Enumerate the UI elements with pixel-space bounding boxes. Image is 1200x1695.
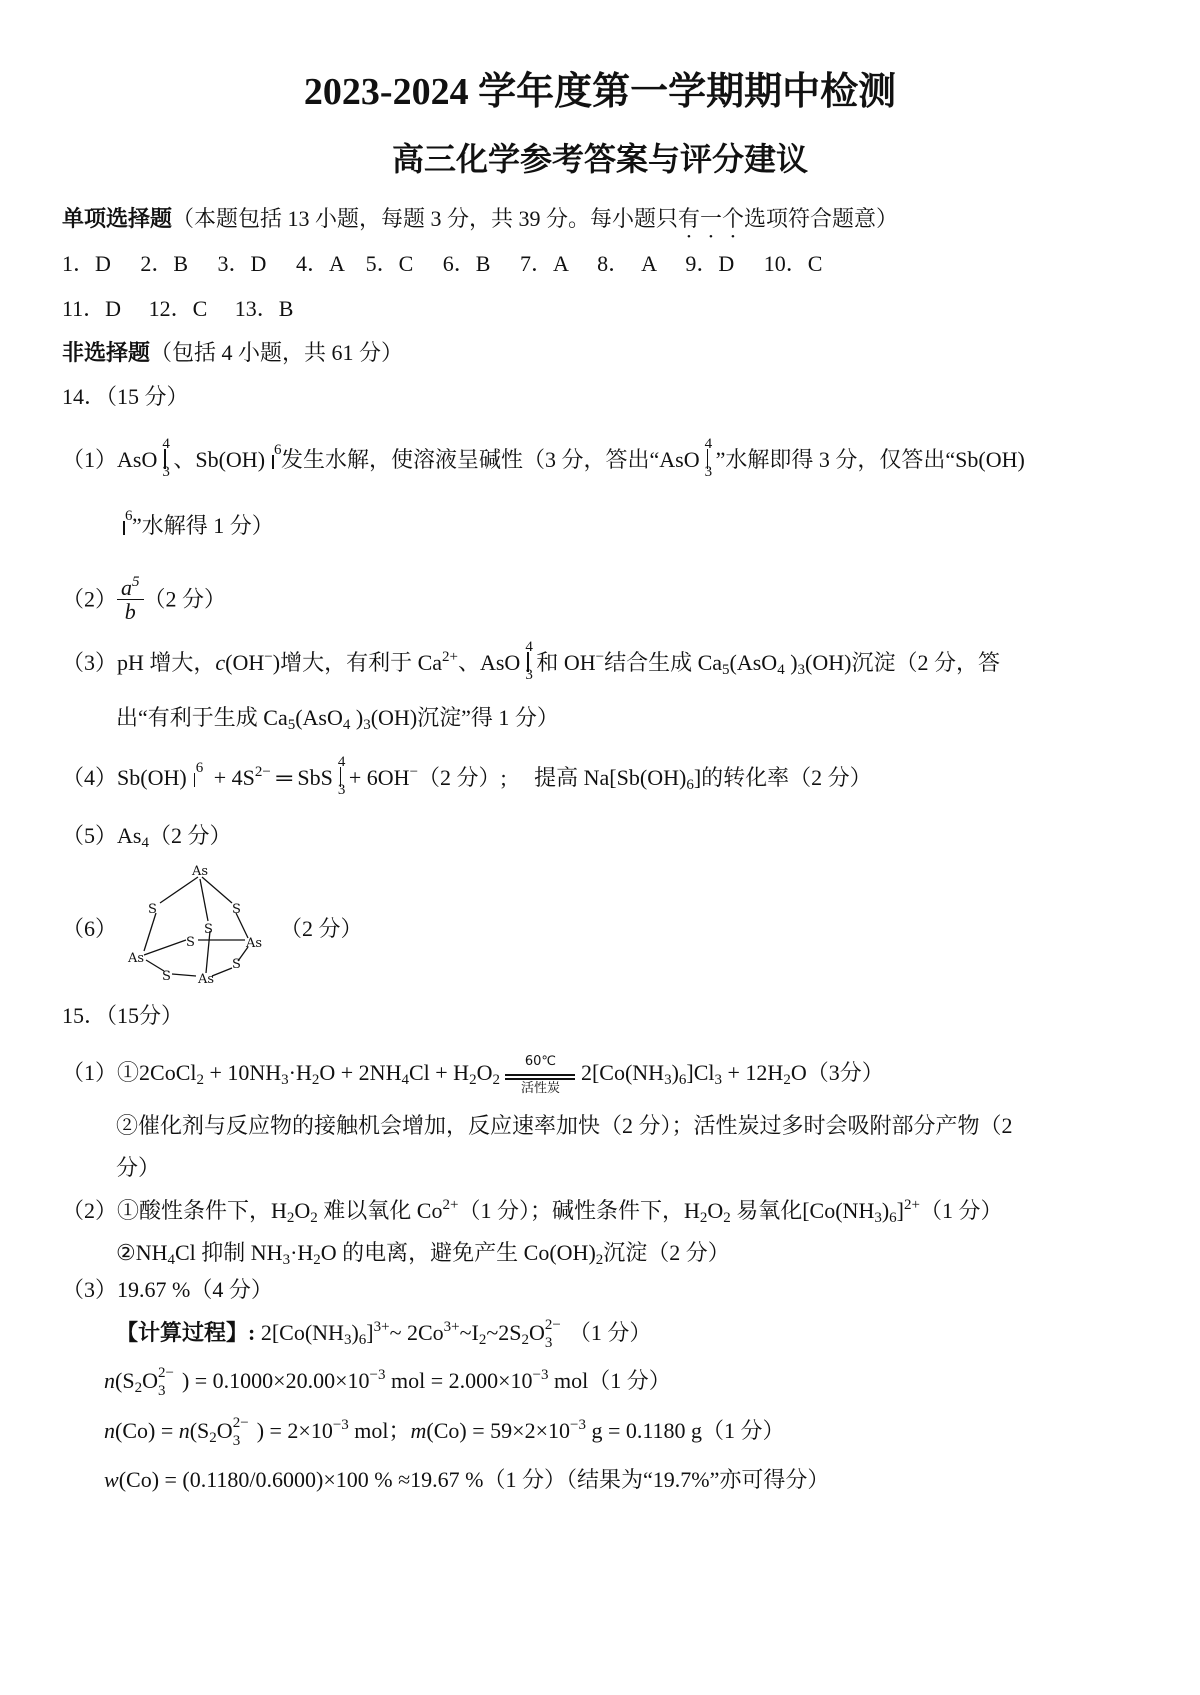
- q14-part6-label: （6）: [62, 916, 118, 941]
- calc-text: (Co) =: [115, 1418, 179, 1443]
- q15-calc-process: [116, 1317, 652, 1351]
- q14-p5-text: As: [117, 823, 142, 848]
- q14-part5: [62, 823, 231, 849]
- q14-p3-text: pH 增大，: [117, 650, 216, 675]
- subscript: 3: [874, 1210, 882, 1226]
- reaction-arrow: [505, 1054, 575, 1095]
- page-title: 2023-2024 学年度第一学期期中检测: [303, 71, 897, 113]
- subscript: 2: [310, 1210, 318, 1226]
- subscript: 2: [521, 1332, 529, 1348]
- subscript: 4: [141, 835, 149, 851]
- q14-p1-text-3: ”水解得 1 分）: [132, 513, 274, 538]
- ion-sboh: 、Sb(OH): [173, 447, 266, 472]
- subscript: 2: [783, 1072, 791, 1089]
- calc-text: (Co) = (0.1180/0.6000)×100 % ≈19.67 %（1 分）（结果为“19.7%”亦可得分）: [118, 1467, 830, 1492]
- subscript: 4: [342, 717, 351, 733]
- q15-p1-label: （1）: [62, 1060, 118, 1086]
- exponent: −3: [569, 1417, 586, 1433]
- q14-p1-label: （1）: [62, 447, 118, 472]
- subscript: 3: [282, 1252, 291, 1268]
- mc-note: （本题包括 13 小题，每题 3 分，共 39 分。每小题只: [172, 206, 679, 231]
- calc-text: ~ 2Co: [389, 1320, 444, 1345]
- calc-text: O: [216, 1418, 233, 1443]
- mc-note-end: 选项符合题意）: [744, 206, 899, 231]
- q15-n-co: [104, 1415, 785, 1449]
- q15-part1-2-line2: 分）: [116, 1155, 161, 1180]
- eq-text: ]Cl: [686, 1060, 715, 1086]
- calc-text: (S: [115, 1368, 135, 1393]
- q14-part3-line1: [62, 639, 1000, 683]
- calc-label: 【计算过程】:: [116, 1320, 256, 1345]
- subscript: 4: [167, 1252, 175, 1268]
- molecule-structure-diagram: [120, 855, 300, 995]
- charge: 3+: [373, 1319, 390, 1335]
- charge: 2−: [232, 1415, 249, 1431]
- subscript: 2: [313, 1252, 321, 1268]
- q14-p3-text: 结合生成 Ca: [604, 650, 723, 675]
- charge: 2+: [442, 1197, 459, 1213]
- ion-digit: 6: [274, 442, 282, 458]
- q15-p2-text: ②NH: [116, 1240, 168, 1265]
- q14-p4-text: ]的转化率（2 分）: [693, 765, 872, 790]
- subscript: 2: [286, 1210, 295, 1226]
- q15-part1-equation: [62, 1054, 884, 1095]
- q15-p2-text: O 的电离，避免产生 Co(OH): [320, 1240, 596, 1265]
- calc-text: g = 0.1180 g（1 分）: [585, 1418, 785, 1443]
- calc-text: ]: [366, 1320, 374, 1345]
- subscript: 4: [777, 662, 785, 678]
- atom-s-center: S: [204, 922, 213, 937]
- calc-text: mol = 2.000×10: [385, 1368, 533, 1393]
- calc-text: O: [528, 1320, 545, 1345]
- q14-p4-text: Sb(OH): [117, 765, 187, 790]
- q15-p2-text: 难以氧化 Co: [323, 1198, 443, 1223]
- ion-charge-aso-3: [520, 639, 536, 683]
- ion-charge-aso: [157, 436, 173, 480]
- eq-text: O: [476, 1060, 493, 1086]
- charge: 3+: [443, 1319, 460, 1335]
- q15-p2-text: ①酸性条件下，H: [117, 1198, 287, 1223]
- atom-as-left: As: [128, 951, 145, 966]
- subscript: 2: [469, 1072, 477, 1089]
- q14-p3-text: 和 OH: [536, 650, 596, 675]
- q15-part2-line2: [116, 1240, 730, 1266]
- q15-w-co: [104, 1467, 829, 1493]
- q14-p3-label: （3）: [62, 650, 118, 675]
- subscript: 6: [889, 1210, 897, 1226]
- q14-part2: [62, 576, 226, 623]
- var-m: m: [410, 1418, 427, 1443]
- ion-aso: AsO: [117, 447, 158, 472]
- q15-p2-text: 沉淀（2 分）: [603, 1240, 730, 1265]
- eq-text: O + 2NH: [319, 1060, 402, 1086]
- mc-heading: 单项选择题: [62, 206, 173, 231]
- ion-digit: 4: [704, 436, 713, 452]
- calc-text: ~2S: [486, 1320, 522, 1345]
- q14-p3-text: 、AsO: [457, 650, 521, 675]
- eq-text: Cl + H: [408, 1060, 470, 1086]
- q15-part1-2-line1: ②催化剂与反应物的接触机会增加，反应速率加快（2 分）；活性炭过多时会吸附部分产物（2: [116, 1113, 1013, 1138]
- ion-digit: 4: [525, 639, 533, 655]
- q14-part1-line1: [62, 436, 1025, 480]
- subscript: 2: [492, 1072, 500, 1089]
- fraction: [117, 576, 144, 623]
- subscript: 3: [714, 1072, 723, 1089]
- page-subtitle: 高三化学参考答案与评分建议: [391, 141, 808, 177]
- q14-part1-line2: [116, 508, 274, 539]
- q14-p1-text-2: ”水解即得 3 分，仅答出“Sb(OH): [715, 447, 1025, 472]
- subscript: 2: [723, 1210, 731, 1226]
- subscript: 2: [196, 1072, 204, 1089]
- nonmc-heading: 非选择题: [62, 340, 151, 365]
- subscript: 6: [358, 1332, 367, 1348]
- charge: −: [409, 764, 419, 780]
- mc-section-heading: [62, 206, 898, 243]
- ion-digit: 6: [195, 760, 204, 776]
- ion-digit: 6: [125, 508, 133, 524]
- exponent: −3: [369, 1367, 386, 1383]
- eq-text: + 10NH: [203, 1060, 282, 1086]
- q14-p2-score: （2 分）: [143, 586, 227, 612]
- subscript: 3: [157, 1383, 166, 1399]
- fraction-denominator: b: [124, 599, 136, 625]
- nonmc-note: （包括 4 小题，共 61 分）: [150, 340, 404, 365]
- num-a: a: [121, 575, 133, 600]
- ion-digit: 4: [337, 754, 346, 770]
- q14-p4-text: + 6OH: [348, 765, 410, 790]
- atom-as-top: As: [192, 864, 209, 879]
- subscript: 3: [797, 662, 806, 678]
- q14-p3-text: (AsO: [295, 705, 343, 730]
- calc-text: mol；: [348, 1418, 411, 1443]
- subscript: 3: [544, 1335, 553, 1351]
- atom-as-bottom: As: [198, 972, 215, 987]
- q15-p2-text: Cl 抑制 NH: [175, 1240, 283, 1265]
- charge: 2−: [254, 764, 271, 780]
- q15-p2-text: O: [707, 1198, 724, 1223]
- fraction-numerator: [117, 576, 144, 600]
- q15-header: 15．（15分）: [62, 1003, 184, 1028]
- q14-p3-text: (OH)沉淀”得 1 分）: [370, 705, 559, 730]
- subscript: 3: [363, 717, 371, 733]
- calc-text: ): [351, 1320, 359, 1345]
- sub-sup-stack: [157, 1365, 182, 1399]
- charge: 2−: [544, 1317, 561, 1333]
- q14-p3-text: 出“有利于生成 Ca: [116, 705, 288, 730]
- subscript: 3: [343, 1332, 352, 1348]
- ion-charge-sboh: [265, 442, 282, 473]
- exponent: −3: [332, 1417, 349, 1433]
- subscript: 4: [401, 1072, 409, 1089]
- atom-s-right: S: [232, 902, 241, 917]
- ion-charge-aso-2: [700, 436, 716, 480]
- q15-p2-text: ·H: [290, 1240, 314, 1265]
- q15-p2-text: （1 分）: [919, 1198, 1003, 1223]
- q14-p3-text: ): [350, 705, 364, 730]
- q14-header: 14．（15 分）: [62, 384, 189, 409]
- ion-digit: 3: [162, 464, 170, 480]
- q14-p5-score: （2 分）: [148, 823, 232, 848]
- subscript: 2: [478, 1332, 487, 1348]
- eq-text: ①2CoCl: [117, 1060, 197, 1086]
- charge: 2+: [442, 649, 458, 665]
- q14-p1-text: 发生水解，使溶液呈碱性（3 分，答出“AsO: [281, 447, 700, 472]
- q14-p3-c: c: [215, 650, 226, 675]
- calc-text: ~I: [459, 1320, 479, 1345]
- q14-p3-text: )增大，有利于 Ca: [272, 650, 443, 675]
- q15-p2-text: O: [294, 1198, 311, 1223]
- atom-s-bottom-right: S: [232, 957, 241, 972]
- subscript: 2: [595, 1252, 604, 1268]
- eq-text: ): [671, 1060, 679, 1086]
- subscript: 6: [678, 1072, 687, 1089]
- q14-part3-line2: [116, 705, 559, 731]
- sub-sup-stack: [544, 1317, 569, 1351]
- q15-n-s2o3: [104, 1365, 671, 1399]
- charge: −: [595, 649, 605, 665]
- atom-s-left: S: [148, 902, 157, 917]
- charge: 2+: [904, 1197, 920, 1213]
- q15-p2-text: ): [881, 1198, 890, 1223]
- calc-text: ) = 2×10: [256, 1418, 333, 1443]
- ion-charge-sbs: [333, 754, 349, 798]
- subscript: 3: [664, 1072, 672, 1089]
- q15-p2-text: 易氧化[Co(NH: [736, 1198, 875, 1223]
- ion-digit: 3: [704, 464, 713, 480]
- subscript: 3: [281, 1072, 289, 1089]
- q15-part2-line1: [62, 1198, 1002, 1224]
- mc-note-emphasis: 有一个: [678, 206, 745, 231]
- q14-p4-text: + 4S: [213, 765, 255, 790]
- sub-sup-stack: [232, 1415, 257, 1449]
- atom-as-right: As: [246, 936, 263, 951]
- exponent: −3: [532, 1367, 549, 1383]
- eq-text: ·H: [288, 1060, 312, 1086]
- calc-text: (S: [189, 1418, 210, 1443]
- q14-part6-score: （2 分）: [280, 916, 363, 941]
- ion-charge-sboh-2: [116, 508, 133, 539]
- eq-text: + 12H: [722, 1060, 784, 1086]
- subscript: 2: [699, 1210, 708, 1226]
- calc-text: 2[Co(NH: [255, 1320, 344, 1345]
- q15-p2-text: ]: [896, 1198, 904, 1223]
- calc-text: (Co) = 59×2×10: [426, 1418, 570, 1443]
- subscript: 5: [722, 662, 730, 678]
- subscript: 5: [287, 717, 296, 733]
- atom-s-bottom-left: S: [162, 969, 171, 984]
- q15-p2-label: （2）: [62, 1198, 118, 1223]
- var-n: n: [104, 1368, 115, 1393]
- ion-digit: 3: [525, 667, 533, 683]
- eq-text: O（3分）: [790, 1060, 884, 1086]
- subscript: 2: [311, 1072, 320, 1089]
- q14-p3-text: (OH)沉淀（2 分，答: [805, 650, 1000, 675]
- q15-part3: （3）19.67 %（4 分）: [62, 1277, 273, 1302]
- var-n: n: [178, 1418, 190, 1443]
- var-w: w: [104, 1467, 119, 1492]
- mc-answers-row1: 1．D 2．B 3．D 4．A 5．C 6．B 7．A 8． A 9．D 10．C: [62, 251, 823, 276]
- nonmc-section-heading: [62, 340, 403, 366]
- charge: 2−: [157, 1365, 174, 1381]
- q14-p5-label: （5）: [62, 823, 118, 848]
- calc-text: ) = 0.1000×20.00×10: [181, 1368, 370, 1393]
- calc-text: O: [142, 1368, 158, 1393]
- subscript: 2: [134, 1380, 143, 1396]
- subscript: 6: [686, 777, 694, 793]
- q14-p3-text: ): [784, 650, 798, 675]
- eq-text: 2[Co(NH: [580, 1060, 665, 1086]
- num-exp: 5: [132, 574, 140, 590]
- atom-s-mid-left: S: [186, 935, 195, 950]
- q14-part4: [62, 754, 872, 798]
- var-n: n: [104, 1418, 115, 1443]
- ion-charge-sboh-3: [187, 760, 204, 791]
- q14-p4-text: 提高 Na[Sb(OH): [534, 765, 687, 790]
- q14-p3-text: (OH: [225, 650, 265, 675]
- arrow-condition-catalyst: 活性炭: [520, 1080, 560, 1095]
- q15-p2-text: （1 分）；碱性条件下，H: [458, 1198, 700, 1223]
- q14-p3-text: (AsO: [729, 650, 778, 675]
- ion-digit: 3: [337, 782, 346, 798]
- ion-digit: 4: [162, 436, 170, 452]
- q14-p4-label: （4）: [62, 765, 118, 790]
- q14-p4-text: （2 分）;: [418, 765, 507, 790]
- charge: −: [264, 649, 273, 665]
- mc-answers-row2: 11．D 12．C 13．B: [62, 296, 294, 321]
- arrow-condition-temp: 60℃: [524, 1054, 557, 1069]
- q14-p4-text: ═ SbS: [276, 765, 333, 790]
- q14-p2-label: （2）: [62, 586, 118, 612]
- subscript: 3: [232, 1433, 241, 1449]
- subscript: 2: [209, 1430, 217, 1446]
- calc-text: mol（1 分）: [548, 1368, 671, 1393]
- calc-text: （1 分）: [568, 1320, 652, 1345]
